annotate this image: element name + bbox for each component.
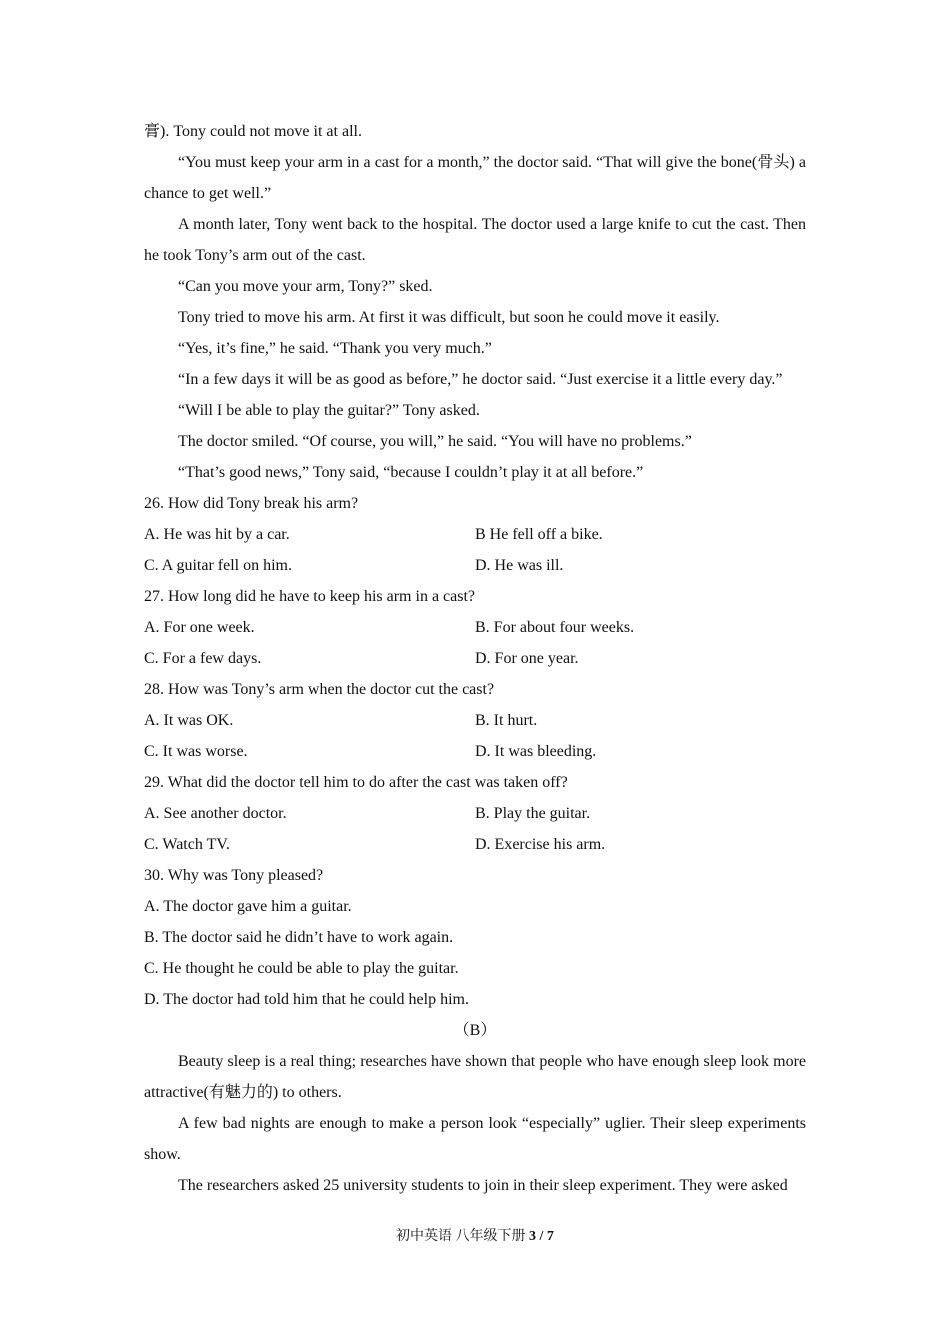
option-row	[144, 798, 806, 829]
option-b: B. It hurt.	[475, 712, 538, 729]
option-row	[144, 643, 806, 674]
option-a: A. The doctor gave him a guitar.	[144, 898, 352, 915]
question-26	[144, 488, 806, 581]
option-row	[144, 829, 806, 860]
option-row	[144, 550, 806, 581]
option-b: B He fell off a bike.	[475, 526, 603, 543]
passage-a-paragraph: The doctor smiled. “Of course, you will,” he said. “You will have no problems.”	[178, 433, 692, 450]
passage-a-paragraph: “You must keep your arm in a cast for a month,” the doctor said. “That will give the bone(骨头) a chance to get well.”	[144, 154, 806, 202]
passage-a-paragraph: “That’s good news,” Tony said, “because I couldn’t play it at all before.”	[178, 464, 644, 481]
passage-a-paragraph: A month later, Tony went back to the hospital. The doctor used a large knife to cut the cast. Then he took Tony’s arm out of the cast.	[144, 216, 806, 264]
passage-a-paragraph: 膏). Tony could not move it at all.	[144, 123, 362, 140]
page-footer	[0, 1227, 950, 1247]
option-row	[144, 705, 806, 736]
question-30	[144, 860, 806, 1015]
question-stem: 28. How was Tony’s arm when the doctor cut the cast?	[144, 681, 495, 698]
option-a: A. For one week.	[144, 619, 255, 636]
option-a: A. See another doctor.	[144, 805, 287, 822]
option-b: B. For about four weeks.	[475, 619, 635, 636]
question-stem: 27. How long did he have to keep his arm in a cast?	[144, 588, 476, 605]
option-d: D. It was bleeding.	[475, 743, 597, 760]
option-c: C. A guitar fell on him.	[144, 557, 292, 574]
passage-a-paragraph: “Yes, it’s fine,” he said. “Thank you very much.”	[178, 340, 492, 357]
question-27	[144, 581, 806, 674]
option-c: C. Watch TV.	[144, 836, 230, 853]
option-d: D. For one year.	[475, 650, 579, 667]
option-d: D. He was ill.	[475, 557, 564, 574]
passage-a-paragraph: Tony tried to move his arm. At first it was difficult, but soon he could move it easily.	[178, 309, 720, 326]
page-number: 3 / 7	[529, 1229, 554, 1244]
question-stem: 29. What did the doctor tell him to do after the cast was taken off?	[144, 774, 568, 791]
question-stem: 26. How did Tony break his arm?	[144, 495, 359, 512]
option-b: B. The doctor said he didn’t have to work again.	[144, 929, 454, 946]
option-row	[144, 736, 806, 767]
question-28	[144, 674, 806, 767]
passage-b-paragraph: A few bad nights are enough to make a person look “especially” uglier. Their sleep experiments show.	[144, 1115, 806, 1163]
question-stem: 30. Why was Tony pleased?	[144, 867, 324, 884]
option-c: C. It was worse.	[144, 743, 248, 760]
option-d: D. The doctor had told him that he could help him.	[144, 991, 469, 1008]
option-a: A. He was hit by a car.	[144, 526, 290, 543]
option-d: D. Exercise his arm.	[475, 836, 606, 853]
page-content	[144, 116, 806, 1201]
passage-a-paragraph: “Can you move your arm, Tony?” sked.	[178, 278, 433, 295]
passage-a-paragraph: “In a few days it will be as good as before,” he doctor said. “Just exercise it a little every day.”	[178, 371, 783, 388]
option-a: A. It was OK.	[144, 712, 234, 729]
option-c: C. For a few days.	[144, 650, 262, 667]
footer-label: 初中英语 八年级下册	[396, 1229, 530, 1244]
option-row	[144, 612, 806, 643]
passage-a-paragraph: “Will I be able to play the guitar?” Tony asked.	[178, 402, 480, 419]
passage-b-paragraph: Beauty sleep is a real thing; researches have shown that people who have enough sleep look more attractive(有魅力的) to others.	[144, 1053, 806, 1101]
question-29	[144, 767, 806, 860]
option-c: C. He thought he could be able to play the guitar.	[144, 960, 459, 977]
option-row	[144, 519, 806, 550]
passage-b-paragraph: The researchers asked 25 university students to join in their sleep experiment. They were asked	[178, 1177, 788, 1194]
option-b: B. Play the guitar.	[475, 805, 591, 822]
section-title: （B）	[453, 1022, 497, 1039]
